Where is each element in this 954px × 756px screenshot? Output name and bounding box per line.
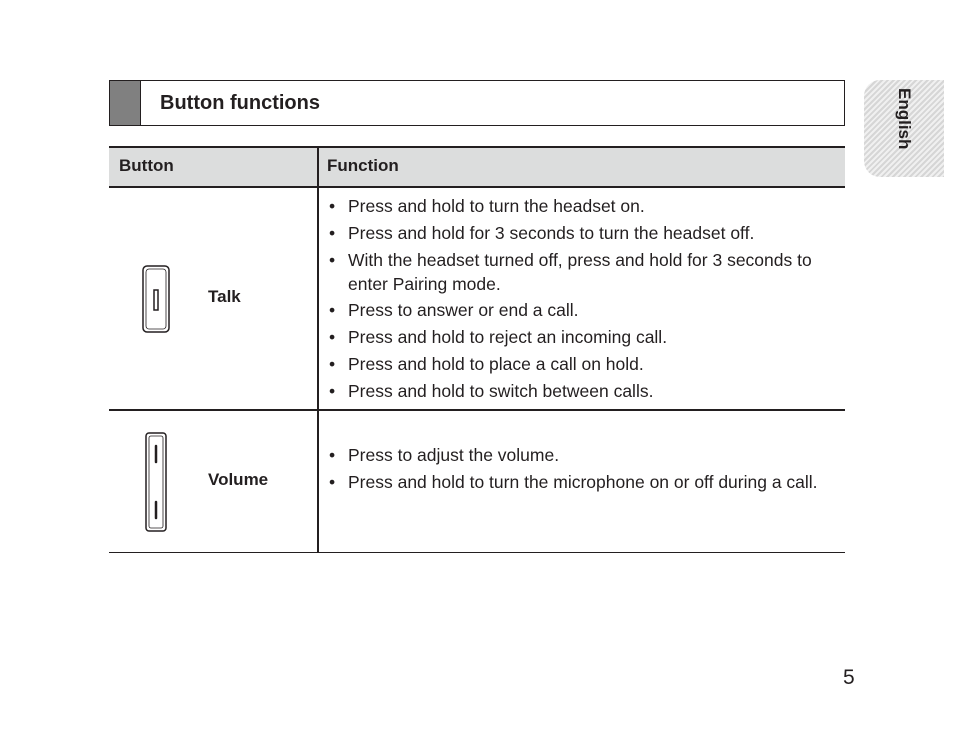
list-item: • Press and hold to turn the headset on.	[329, 196, 645, 216]
section-accent-bar	[110, 81, 141, 125]
table-bottom-border	[109, 552, 845, 553]
list-item: • Press and hold to switch between calls.	[329, 381, 654, 401]
list-item: • Press to answer or end a call.	[329, 300, 579, 320]
table-header	[109, 146, 845, 188]
row-separator	[109, 409, 845, 411]
header-button: Button	[119, 156, 174, 175]
button-name-volume: Volume	[208, 470, 269, 489]
list-item: • Press to adjust the volume.	[329, 445, 560, 465]
section-header	[109, 80, 845, 126]
volume-function-list	[327, 443, 837, 497]
volume-button-icon	[145, 432, 169, 534]
column-divider	[317, 146, 319, 553]
list-item: • Press and hold to turn the microphone on or off during a call.	[329, 472, 818, 492]
page-number: 5	[843, 666, 855, 689]
button-name-talk: Talk	[208, 287, 241, 306]
list-item: • With the headset turned off, press and hold for 3 seconds to enter Pairing mode.	[329, 250, 812, 294]
header-function: Function	[327, 156, 399, 175]
language-tab-label: English	[895, 88, 914, 150]
language-tab	[864, 80, 944, 177]
section-title: Button functions	[160, 92, 320, 114]
list-item: • Press and hold to reject an incoming call.	[329, 327, 668, 347]
list-item: • Press and hold to place a call on hold.	[329, 354, 644, 374]
talk-button-icon	[142, 265, 172, 335]
list-item: • Press and hold for 3 seconds to turn the headset off.	[329, 223, 755, 243]
talk-function-list	[327, 194, 837, 406]
